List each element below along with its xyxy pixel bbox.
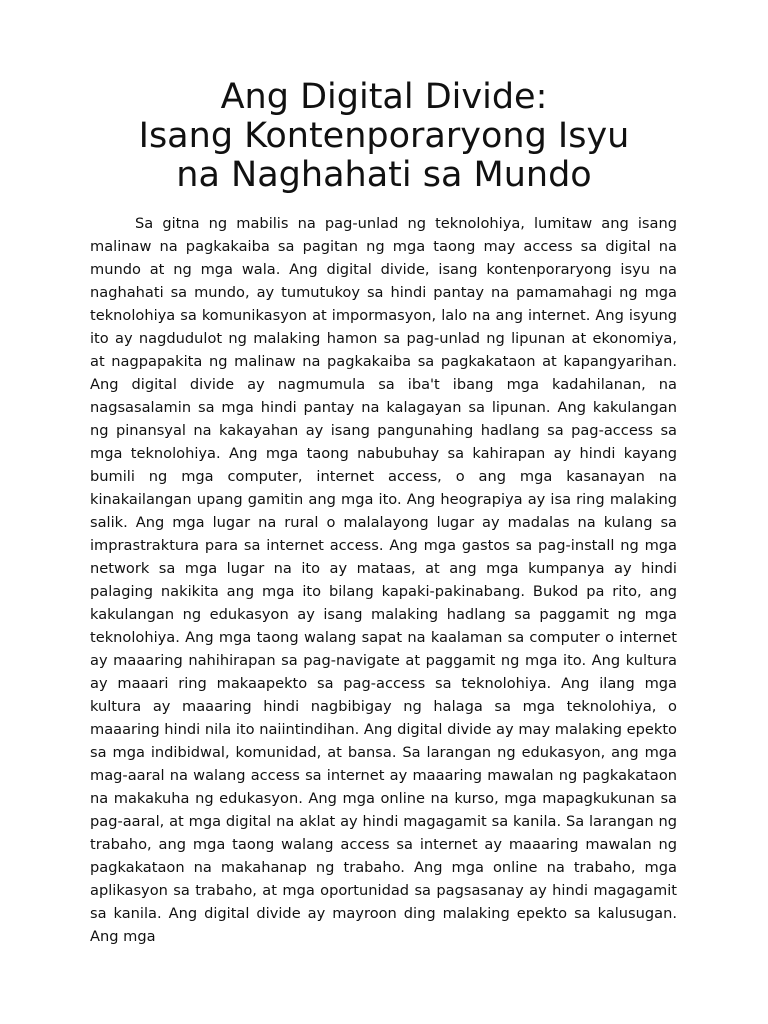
title-line-1: Ang Digital Divide: <box>220 77 548 117</box>
title-line-2: Isang Kontenporaryong Isyu <box>138 116 630 156</box>
document-title <box>0 78 768 195</box>
body-paragraph: Sa gitna ng mabilis na pag-unlad ng teknolohiya, lumitaw ang isang malinaw na pagkakaiba sa pagitan ng mga taong may access sa digital na mundo at ng mga wala. Ang digital divide, isang kontenporaryong isyu na naghahati sa mundo, ay tumutukoy sa hindi pantay na pamamahagi ng mga teknolohiya sa komunikasyon at impormasyon, lalo na ang internet. Ang isyung ito ay nagdudulot ng malaking hamon sa pag-unlad ng lipunan at ekonomiya, at nagpapakita ng malinaw na pagkakaiba sa pagkakataon at kapangyarihan. Ang digital divide ay nagmumula sa iba't ibang mga kadahilanan, na nagsasalamin sa mga hindi pantay na kalagayan sa lipunan. Ang kakulangan ng pinansyal na kakayahan ay isang pangunahing hadlang sa pag-access sa mga teknolohiya. Ang mga taong nabubuhay sa kahirapan ay hindi kayang bumili ng mga computer, internet access, o ang mga kasanayan na kinakailangan upang gamitin ang mga ito. Ang heograpiya ay isa ring malaking salik. Ang mga lugar na rural o malalayong lugar ay madalas na kulang sa imprastraktura para sa internet access. Ang mga gastos sa pag-install ng mga network sa mga lugar na ito ay mataas, at ang mga kumpanya ay hindi palaging nakikita ang mga ito bilang kapaki-pakinabang. Bukod pa rito, ang kakulangan ng edukasyon ay isang malaking hadlang sa paggamit ng mga teknolohiya. Ang mga taong walang sapat na kaalaman sa computer o internet ay maaaring nahihirapan sa pag-navigate at paggamit ng mga ito. Ang kultura ay maaari ring makaapekto sa pag-access sa teknolohiya. Ang ilang mga kultura ay maaaring hindi nagbibigay ng halaga sa mga teknolohiya, o maaaring hindi nila ito naiintindihan. Ang digital divide ay may malaking epekto sa mga indibidwal, komunidad, at bansa. Sa larangan ng edukasyon, ang mga mag-aaral na walang access sa internet ay maaaring mawalan ng pagkakataon na makakuha ng edukasyon. Ang mga online na kurso, mga mapagkukunan sa pag-aaral, at mga digital na aklat ay hindi magagamit sa kanila. Sa larangan ng trabaho, ang mga taong walang access sa internet ay maaaring mawalan ng pagkakataon na makahanap ng trabaho. Ang mga online na trabaho, mga aplikasyon sa trabaho, at mga oportunidad sa pagsasanay ay hindi magagamit sa kanila. Ang digital divide ay mayroon ding malaking epekto sa kalusugan. Ang mga <box>90 215 677 945</box>
title-line-3: na Naghahati sa Mundo <box>176 155 592 195</box>
